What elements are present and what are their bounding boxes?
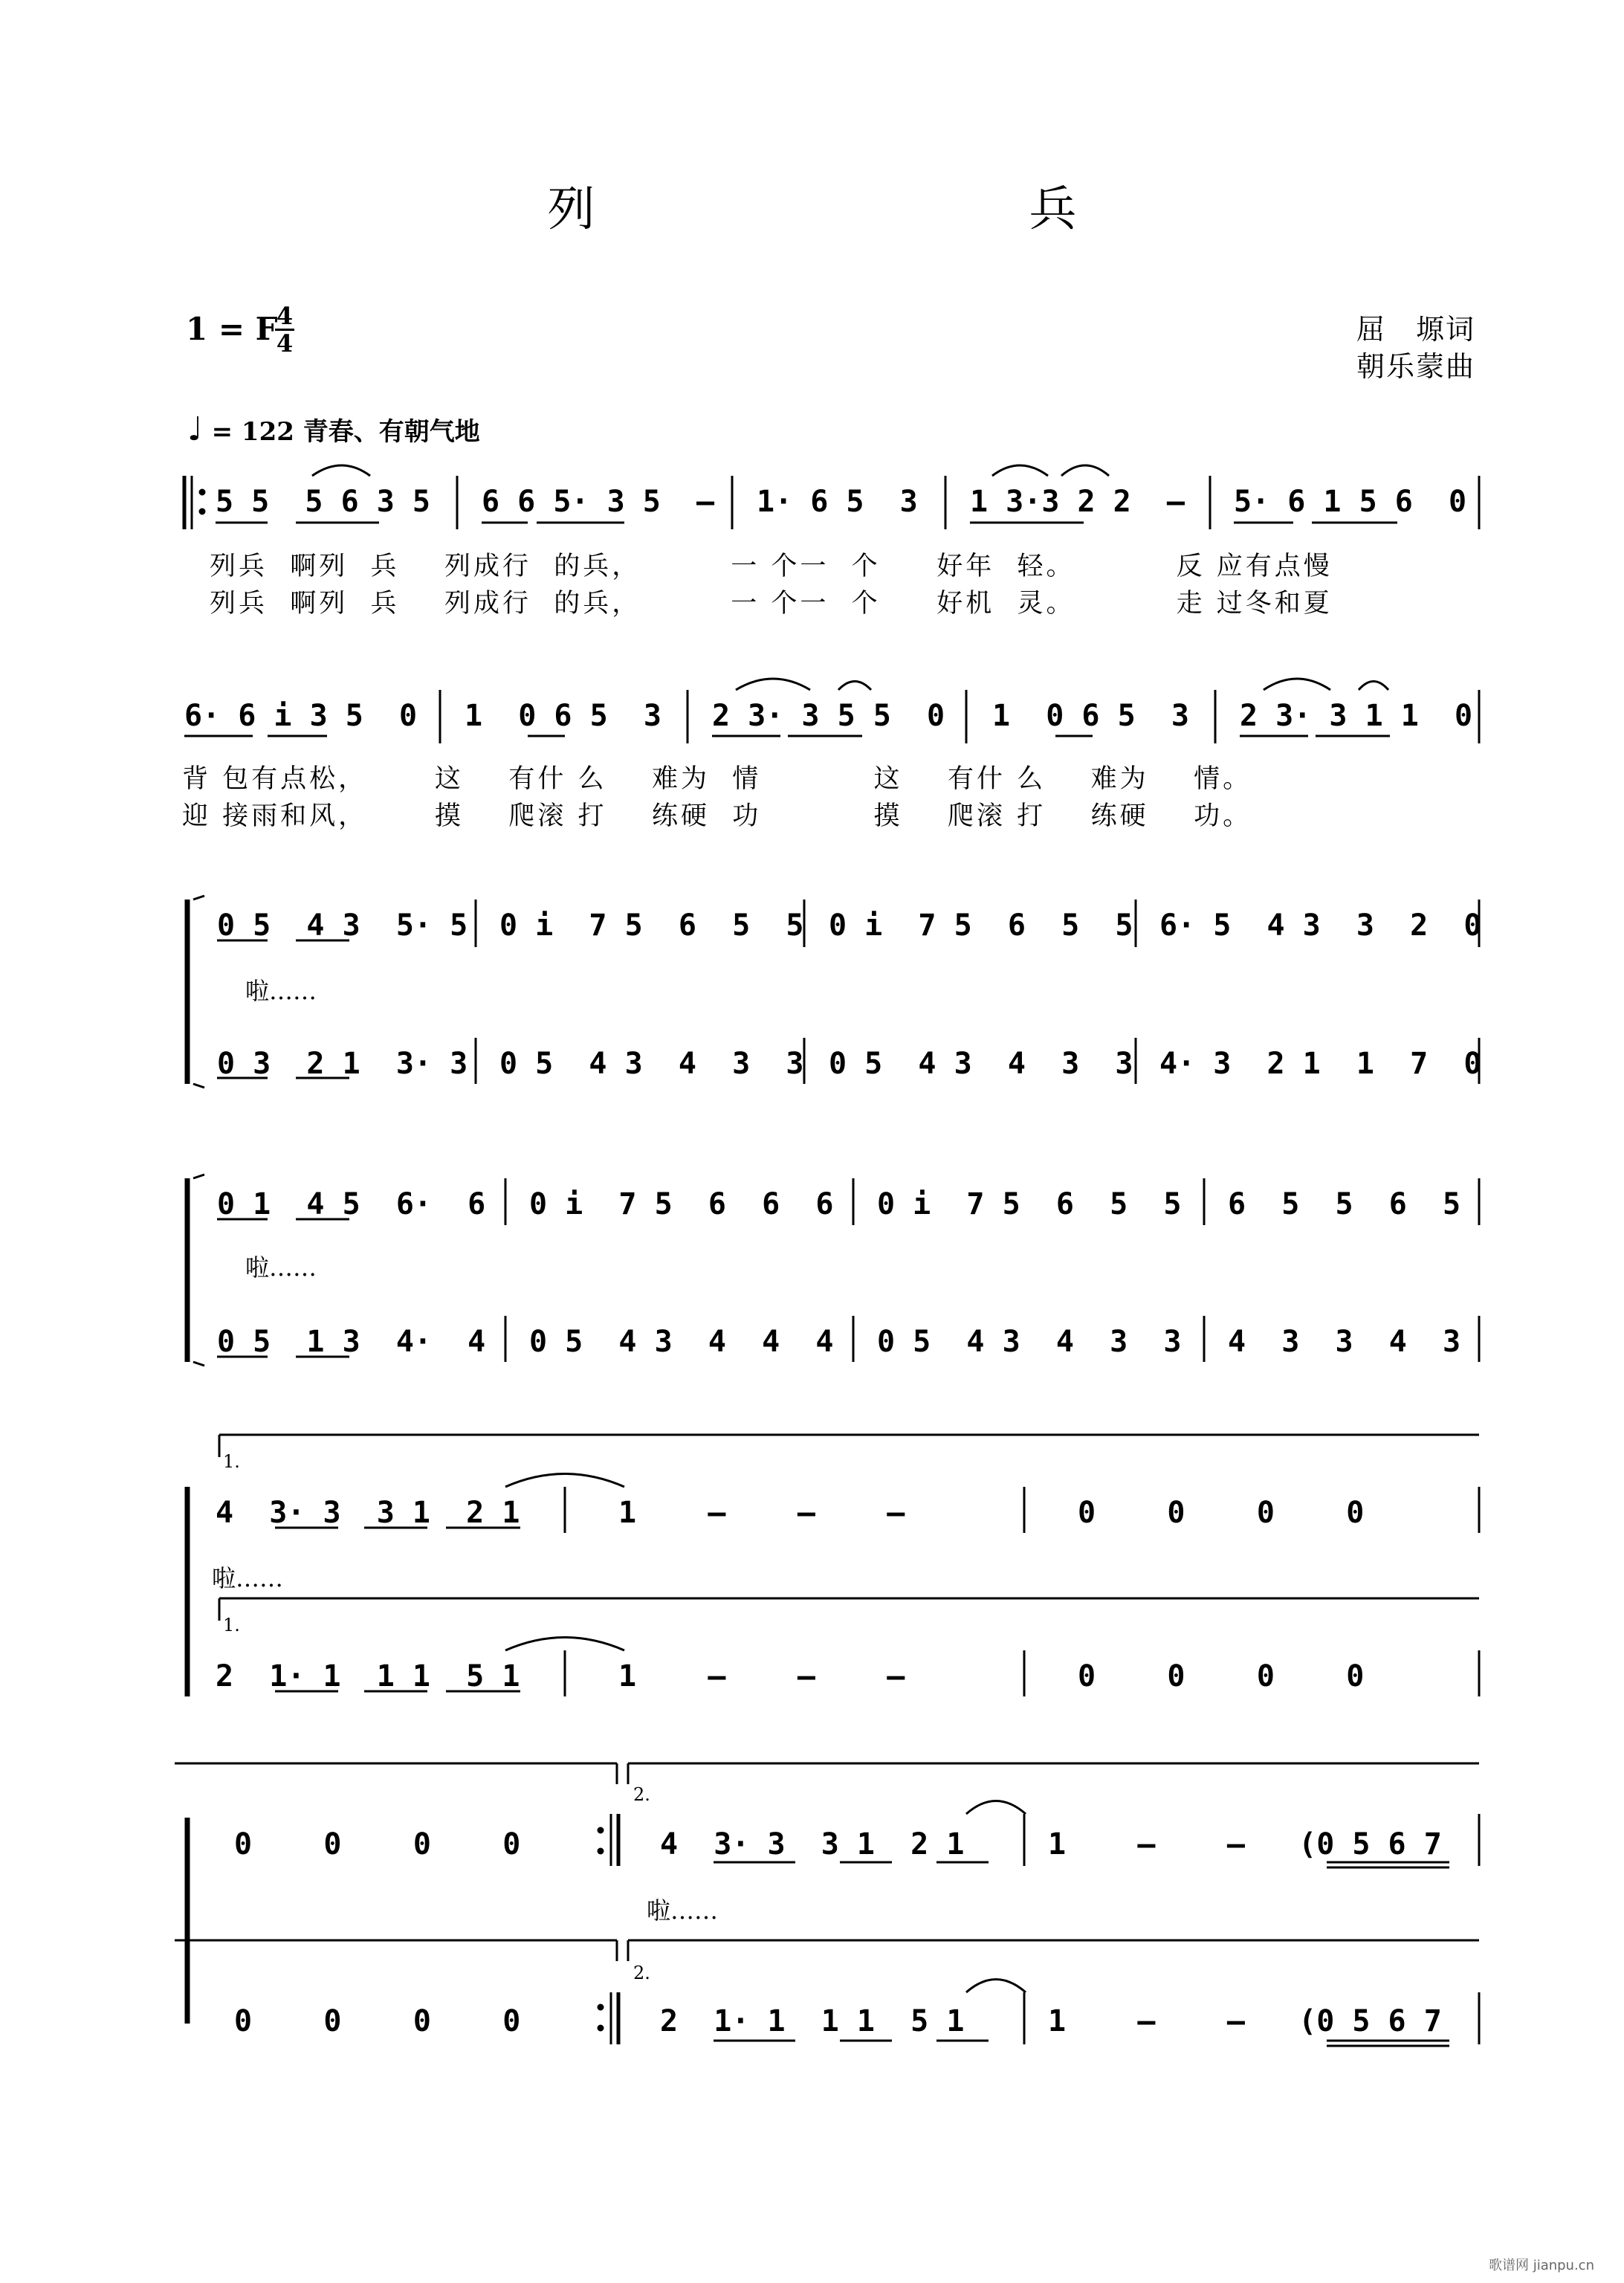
row1-bar4: 1 3·3 2 2 – — [970, 485, 1185, 519]
row2-bar5: 2 3· 3 1 1 0 — [1240, 699, 1473, 733]
row2-bar4: 1 0 6 5 3 — [992, 699, 1189, 733]
row1-bar3: 1· 6 5 3 — [757, 485, 918, 519]
row5-la-lyric: 啦…… — [212, 1564, 284, 1592]
row1-bar2: 6 6 5· 3 5 – — [482, 485, 715, 519]
row5-lower-bar1: 2 1· 1 1 1 5 1 — [216, 1659, 520, 1693]
row6-lower-ending-label: 2. — [633, 1963, 650, 1983]
row6-upper-bar3: 1 – – (0 5 6 7 — [1048, 1827, 1442, 1861]
composer-credit: 朝乐蒙曲 — [1356, 350, 1475, 383]
watermark: 歌谱网 jianpu.cn — [1488, 2258, 1594, 2273]
row6-la-lyric: 啦…… — [647, 1896, 719, 1925]
row5-lower-bar3: 0 0 0 0 — [1078, 1659, 1365, 1693]
row6-lower-bar1: 0 0 0 0 — [234, 2004, 521, 2038]
row4-lower-bar2: 0 5 4 3 4 4 4 — [529, 1325, 834, 1359]
quarter-note-icon: ♩ — [187, 410, 203, 448]
row6-upper-bar2: 4 3· 3 3 1 2 1 — [660, 1827, 965, 1861]
row3-lower-bar1: 0 3 2 1 3· 3 — [217, 1047, 468, 1081]
key-signature: 1 = F — [186, 311, 278, 347]
page-title: 列 兵 — [547, 182, 1270, 237]
row3-upper-bar3: 0 i 7 5 6 5 5 — [829, 908, 1133, 943]
row2-lyrics-verse1: 背 包有点松， 这 有什 么 难为 情 这 有什 么 难为 情。 — [182, 764, 1252, 794]
row2-lyrics-verse2: 迎 接雨和风， 摸 爬滚 打 练硬 功 摸 爬滚 打 练硬 功。 — [182, 801, 1252, 831]
time-signature-top: 4 — [276, 302, 294, 330]
row6-lower-bar2: 2 1· 1 1 1 5 1 — [660, 2004, 965, 2038]
row3-lower-bar3: 0 5 4 3 4 3 3 — [829, 1047, 1133, 1081]
row4-la-lyric: 啦…… — [245, 1253, 317, 1282]
row5-upper-ending-label: 1. — [223, 1451, 240, 1472]
row4-upper-bar4: 6 5 5 6 5 — [1228, 1187, 1461, 1221]
row1-bar1: 5 5 5 6 3 5 — [216, 485, 430, 519]
row3-lower-bar4: 4· 3 2 1 1 7 0 — [1159, 1047, 1482, 1081]
row2-bar3: 2 3· 3 5 5 0 — [712, 699, 945, 733]
row1-lyrics-verse1: 列兵 啊列 兵 列成行 的兵， 一 个一 个 好年 轻。 反 应有点慢 — [210, 552, 1333, 581]
row4-lower-bar1: 0 5 1 3 4· 4 — [217, 1325, 486, 1359]
row3-la-lyric: 啦…… — [245, 977, 317, 1005]
row4-lower-bar4: 4 3 3 4 3 — [1228, 1325, 1461, 1359]
row4-upper-bar1: 0 1 4 5 6· 6 — [217, 1187, 486, 1221]
row5-lower-bar2: 1 – – – — [618, 1659, 905, 1693]
row4-lower-bar3: 0 5 4 3 4 3 3 — [877, 1325, 1182, 1359]
lyricist-credit: 屈 塬词 — [1356, 313, 1475, 346]
row6-upper-bar1: 0 0 0 0 — [234, 1827, 521, 1861]
row5-upper-bar2: 1 – – – — [618, 1496, 905, 1530]
row1-bar5: 5· 6 1 5 6 0 — [1234, 485, 1467, 519]
row3-upper-bar1: 0 5 4 3 5· 5 — [217, 908, 468, 943]
row3-upper-bar4: 6· 5 4 3 3 2 0 — [1159, 908, 1482, 943]
row3-upper-bar2: 0 i 7 5 6 5 5 — [499, 908, 804, 943]
row3-lower-bar2: 0 5 4 3 4 3 3 — [499, 1047, 804, 1081]
time-signature-bottom: 4 — [276, 329, 294, 358]
row1-lyrics-verse2: 列兵 啊列 兵 列成行 的兵， 一 个一 个 好机 灵。 走 过冬和夏 — [210, 589, 1333, 619]
tempo-text: = 122 青春、有朝气地 — [211, 417, 480, 447]
row5-lower-ending-label: 1. — [223, 1615, 240, 1635]
row4-upper-bar3: 0 i 7 5 6 5 5 — [877, 1187, 1182, 1221]
row5-upper-bar3: 0 0 0 0 — [1078, 1496, 1365, 1530]
row2-bar2: 1 0 6 5 3 — [465, 699, 661, 733]
row5-upper-bar1: 4 3· 3 3 1 2 1 — [216, 1496, 520, 1530]
row4-upper-bar2: 0 i 7 5 6 6 6 — [529, 1187, 834, 1221]
row6-lower-bar3: 1 – – (0 5 6 7 — [1048, 2004, 1442, 2038]
row6-upper-ending-label: 2. — [633, 1784, 650, 1805]
row2-bar1: 6· 6 i 3 5 0 — [184, 699, 418, 733]
